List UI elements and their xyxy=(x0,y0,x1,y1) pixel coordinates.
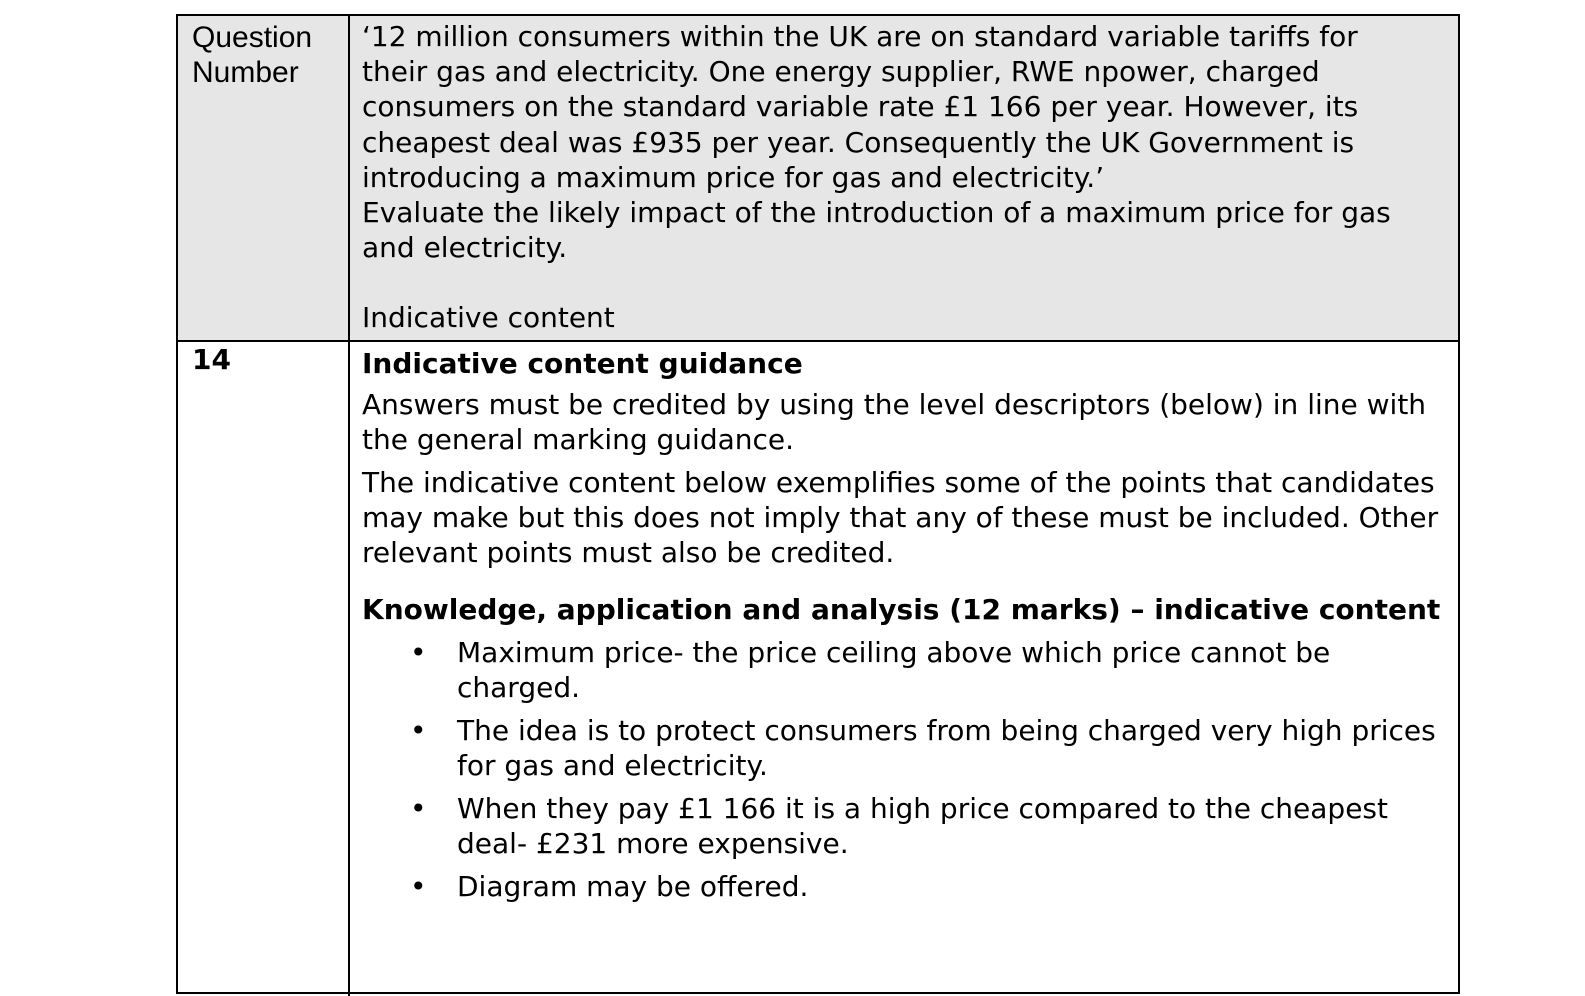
indicative-content-body xyxy=(362,346,1452,912)
list-item xyxy=(362,635,1452,705)
bullet-text: Diagram may be offered. xyxy=(457,869,809,903)
bullet-text: When they pay £1 166 it is a high price compared to the cheapest deal- £231 more expensive. xyxy=(457,791,1388,860)
column-divider xyxy=(348,16,350,996)
question-number: 14 xyxy=(192,343,231,376)
list-item xyxy=(362,791,1452,861)
bullet-icon: • xyxy=(410,869,427,903)
knowledge-section-heading: Knowledge, application and analysis (12 marks) – indicative content xyxy=(362,593,1441,626)
bullet-text: Maximum price- the price ceiling above which price cannot be charged. xyxy=(457,635,1331,704)
guidance-paragraph-1: Answers must be credited by using the level descriptors (below) in line with the general marking guidance. xyxy=(362,388,1427,456)
list-item xyxy=(362,869,1452,904)
bullet-icon: • xyxy=(410,791,427,825)
bullet-text: The idea is to protect consumers from being charged very high prices for gas and electricity. xyxy=(457,713,1436,782)
question-number-label: Question Number xyxy=(192,21,313,89)
indicative-content-label: Indicative content xyxy=(362,301,615,334)
indicative-bullet-list xyxy=(362,635,1452,904)
question-text: ‘12 million consumers within the UK are on standard variable tariffs for their gas and electricity. One energy supplier, RWE npower, charged consumers on the standard variable rate £1 166 per year. However, its cheapest deal was £935 per year. Consequently the UK Government is introducing a maximum price for gas and electricity.’ Evaluate the likely impact of the introduction of a maximum price for gas and electricity. xyxy=(362,20,1391,265)
list-item xyxy=(362,713,1452,783)
question-header-row xyxy=(178,16,1458,342)
guidance-paragraph-2: The indicative content below exemplifies some of the points that candidates may make but this does not imply that any of these must be included. Other relevant points must also be credited. xyxy=(362,466,1439,569)
mark-scheme-table xyxy=(176,14,1460,994)
bullet-icon: • xyxy=(410,713,427,747)
bullet-icon: • xyxy=(410,635,427,669)
guidance-heading: Indicative content guidance xyxy=(362,347,803,380)
